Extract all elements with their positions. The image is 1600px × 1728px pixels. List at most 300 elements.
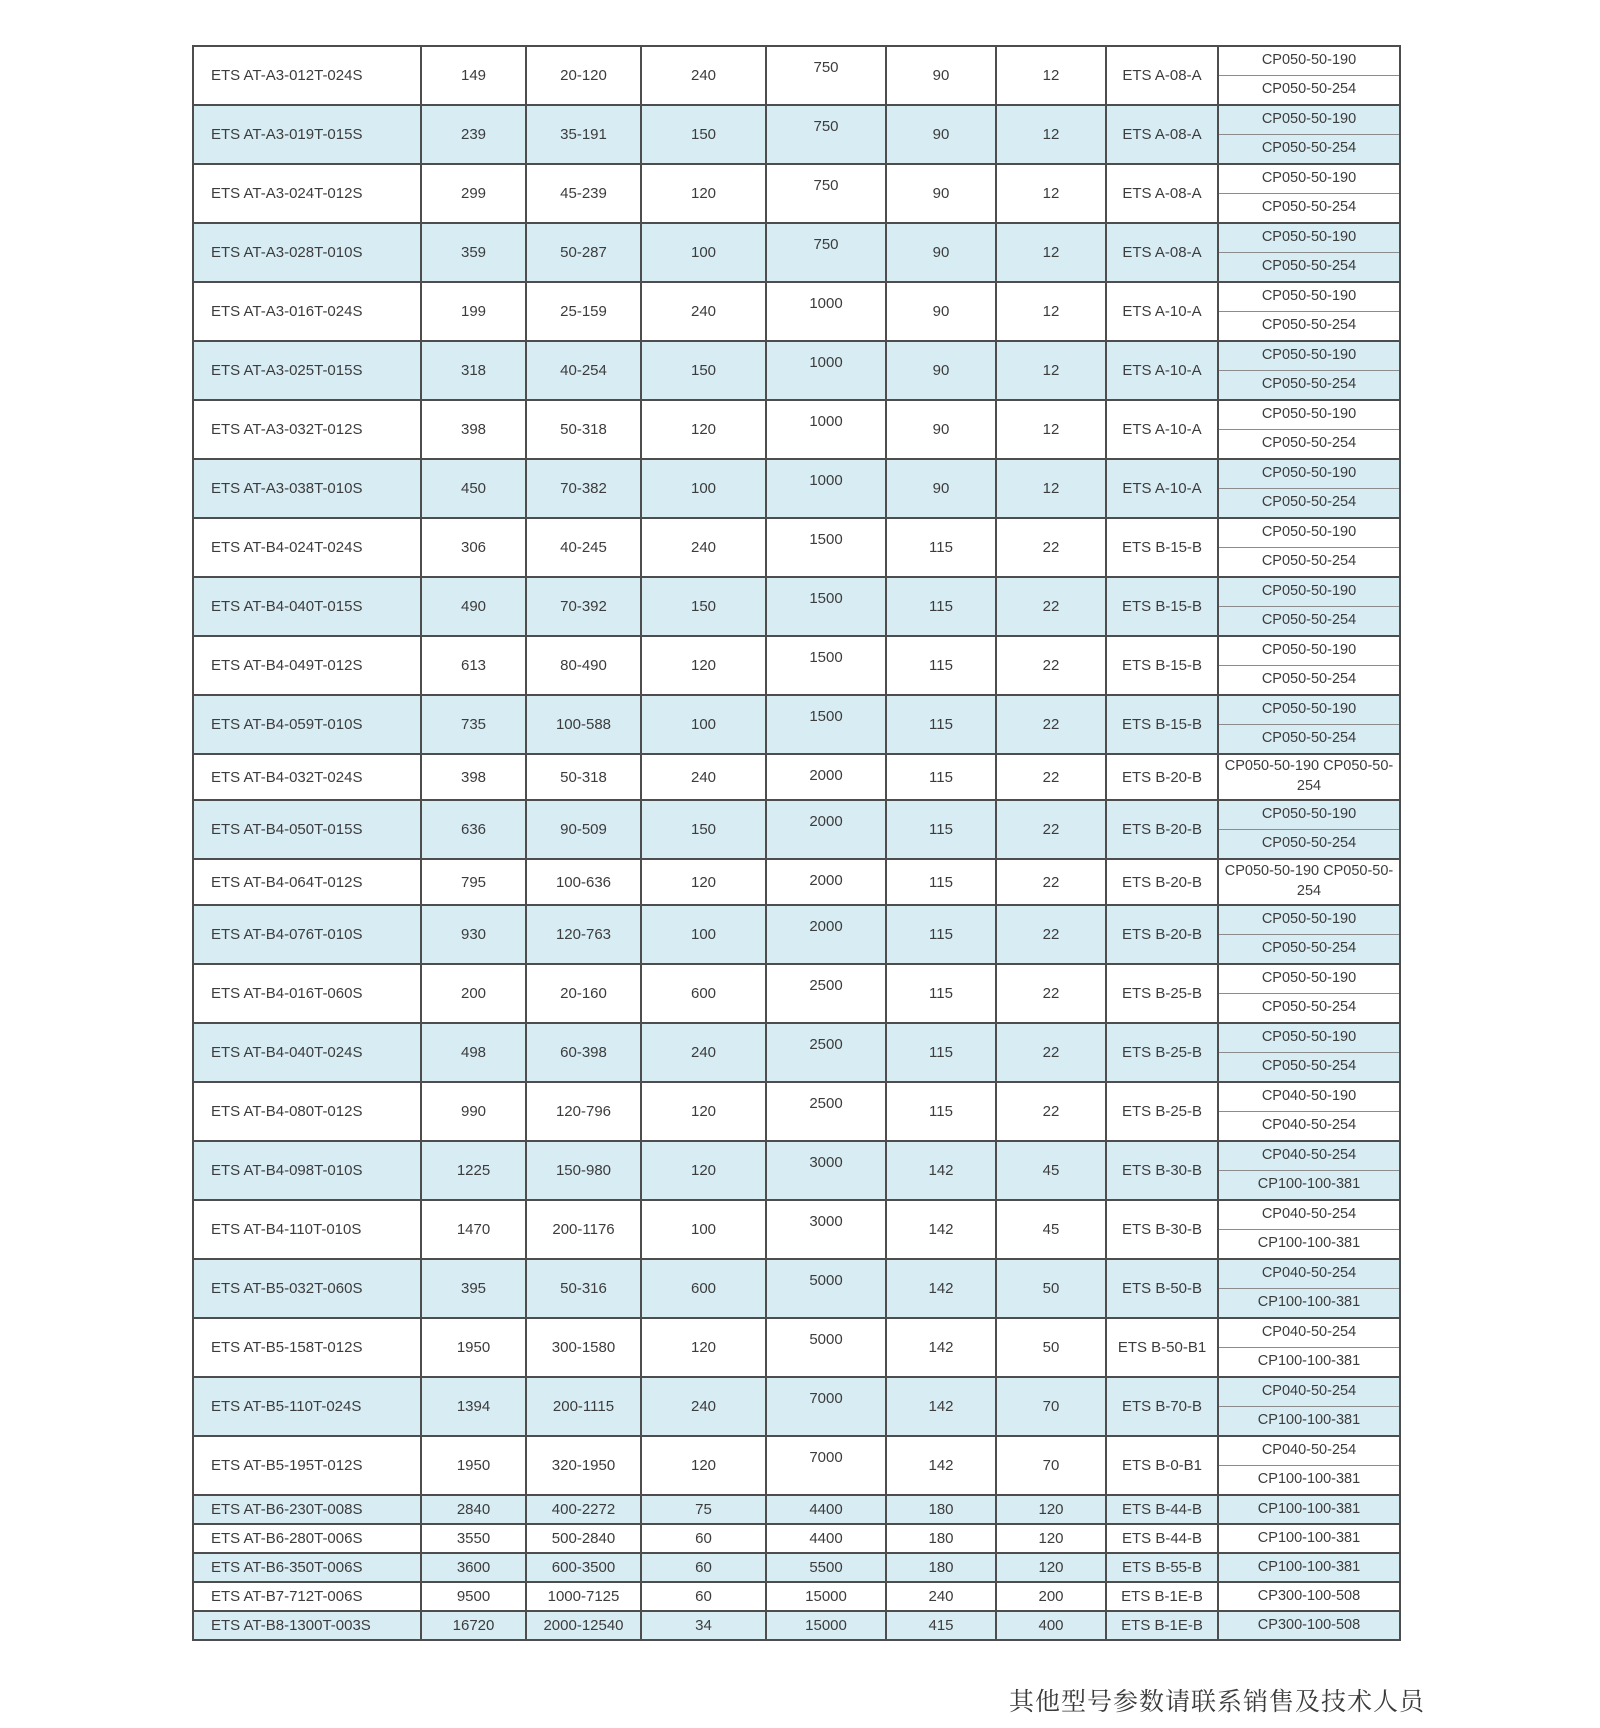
value-cell: 142 — [887, 1319, 997, 1376]
cp-cell — [1219, 1142, 1399, 1199]
value-cell: 299 — [422, 165, 527, 222]
cp-value: CP050-50-190 — [1261, 465, 1357, 482]
cp-cell — [1219, 755, 1399, 799]
value-cell: 120-763 — [527, 906, 642, 963]
cp-value: CP050-50-254 — [1219, 429, 1399, 458]
value-cell: 240 — [642, 283, 767, 340]
table-row — [194, 696, 1399, 755]
value-cell: 12 — [997, 401, 1107, 458]
cp-value: CP050-50-254 — [1219, 547, 1399, 576]
value-cell: 12 — [997, 47, 1107, 104]
value-cell: 498 — [422, 1024, 527, 1081]
value-cell: 990 — [422, 1083, 527, 1140]
value-cell: 90 — [887, 342, 997, 399]
value-cell: 750 — [767, 47, 887, 104]
value-cell: 45 — [997, 1201, 1107, 1258]
cp-value: CP300-100-508 — [1257, 1616, 1361, 1633]
table-row — [194, 1319, 1399, 1378]
model-cell: ETS AT-A3-016T-024S — [194, 283, 422, 340]
cp-value: CP040-50-254 — [1261, 1324, 1357, 1341]
value-cell: 22 — [997, 578, 1107, 635]
value-cell: 90 — [887, 401, 997, 458]
value-cell: 400 — [997, 1612, 1107, 1639]
value-cell: 1500 — [767, 637, 887, 694]
cp-cell — [1219, 906, 1399, 963]
table-row — [194, 224, 1399, 283]
value-cell: 60 — [642, 1583, 767, 1610]
cp-value: CP050-50-254 — [1219, 311, 1399, 340]
value-cell: 180 — [887, 1554, 997, 1581]
model-cell: ETS AT-A3-024T-012S — [194, 165, 422, 222]
value-cell: 150 — [642, 801, 767, 858]
value-cell: 120 — [997, 1554, 1107, 1581]
value-cell: 180 — [887, 1525, 997, 1552]
value-cell: 240 — [642, 519, 767, 576]
value-cell: 120 — [642, 1319, 767, 1376]
value-cell: 22 — [997, 1083, 1107, 1140]
table-row — [194, 755, 1399, 801]
value-cell: 930 — [422, 906, 527, 963]
value-cell: 2000 — [767, 860, 887, 904]
model-cell: ETS AT-A3-019T-015S — [194, 106, 422, 163]
value-cell: ETS B-20-B — [1107, 906, 1219, 963]
value-cell: 60 — [642, 1554, 767, 1581]
cp-value: CP100-100-381 — [1257, 1558, 1361, 1575]
value-cell: 150-980 — [527, 1142, 642, 1199]
value-cell: ETS B-0-B1 — [1107, 1437, 1219, 1494]
model-cell: ETS AT-A3-038T-010S — [194, 460, 422, 517]
cp-cell — [1219, 637, 1399, 694]
value-cell: 120 — [997, 1496, 1107, 1523]
value-cell: 50-318 — [527, 401, 642, 458]
model-cell: ETS AT-B6-230T-008S — [194, 1496, 422, 1523]
cp-value: CP100-100-381 — [1219, 1288, 1399, 1317]
value-cell: 16720 — [422, 1612, 527, 1639]
model-cell: ETS AT-B7-712T-006S — [194, 1583, 422, 1610]
table-row — [194, 47, 1399, 106]
value-cell: 1394 — [422, 1378, 527, 1435]
value-cell: 100-588 — [527, 696, 642, 753]
value-cell: ETS A-10-A — [1107, 401, 1219, 458]
value-cell: 45-239 — [527, 165, 642, 222]
model-cell: ETS AT-A3-012T-024S — [194, 47, 422, 104]
value-cell: 750 — [767, 106, 887, 163]
cp-value: CP050-50-254 — [1219, 606, 1399, 635]
value-cell: ETS B-44-B — [1107, 1496, 1219, 1523]
cp-value: CP050-50-190 — [1261, 583, 1357, 600]
cp-value: CP100-100-381 — [1257, 1500, 1361, 1517]
value-cell: 12 — [997, 165, 1107, 222]
table-row — [194, 965, 1399, 1024]
value-cell: 22 — [997, 801, 1107, 858]
value-cell: 40-254 — [527, 342, 642, 399]
cp-value: CP040-50-254 — [1261, 1206, 1357, 1223]
value-cell: 415 — [887, 1612, 997, 1639]
cp-cell — [1219, 1437, 1399, 1494]
cp-cell — [1219, 578, 1399, 635]
table-row — [194, 906, 1399, 965]
value-cell: 115 — [887, 578, 997, 635]
table-row — [194, 578, 1399, 637]
cp-value: CP050-50-254 — [1219, 1052, 1399, 1081]
value-cell: ETS A-10-A — [1107, 283, 1219, 340]
cp-value: CP040-50-254 — [1261, 1442, 1357, 1459]
value-cell: 795 — [422, 860, 527, 904]
table-row — [194, 460, 1399, 519]
value-cell: 120 — [997, 1525, 1107, 1552]
cp-cell — [1219, 1496, 1399, 1523]
value-cell: ETS B-15-B — [1107, 696, 1219, 753]
value-cell: 70 — [997, 1437, 1107, 1494]
value-cell: 142 — [887, 1378, 997, 1435]
value-cell: 115 — [887, 1024, 997, 1081]
value-cell: 3000 — [767, 1201, 887, 1258]
value-cell: 90 — [887, 224, 997, 281]
value-cell: 150 — [642, 578, 767, 635]
value-cell: ETS B-15-B — [1107, 637, 1219, 694]
model-cell: ETS AT-B5-158T-012S — [194, 1319, 422, 1376]
value-cell: 1225 — [422, 1142, 527, 1199]
value-cell: ETS B-55-B — [1107, 1554, 1219, 1581]
value-cell: 12 — [997, 106, 1107, 163]
value-cell: 2000 — [767, 801, 887, 858]
table-row — [194, 1612, 1399, 1639]
model-cell: ETS AT-B5-032T-060S — [194, 1260, 422, 1317]
value-cell: 600 — [642, 965, 767, 1022]
model-cell: ETS AT-B4-076T-010S — [194, 906, 422, 963]
value-cell: 1500 — [767, 696, 887, 753]
table-row — [194, 1142, 1399, 1201]
value-cell: 100 — [642, 224, 767, 281]
value-cell: 20-160 — [527, 965, 642, 1022]
value-cell: 613 — [422, 637, 527, 694]
value-cell: 2500 — [767, 965, 887, 1022]
cp-value: CP050-50-190 — [1261, 642, 1357, 659]
cp-cell — [1219, 1554, 1399, 1581]
value-cell: 142 — [887, 1260, 997, 1317]
value-cell: 2000 — [767, 755, 887, 799]
model-cell: ETS AT-B4-016T-060S — [194, 965, 422, 1022]
cp-cell — [1219, 801, 1399, 858]
table-row — [194, 342, 1399, 401]
model-cell: ETS AT-A3-032T-012S — [194, 401, 422, 458]
cp-value: CP050-50-254 — [1219, 193, 1399, 222]
value-cell: ETS B-25-B — [1107, 965, 1219, 1022]
value-cell: 200 — [422, 965, 527, 1022]
value-cell: 120 — [642, 401, 767, 458]
value-cell: ETS A-08-A — [1107, 106, 1219, 163]
value-cell: 3600 — [422, 1554, 527, 1581]
value-cell: 90 — [887, 460, 997, 517]
cp-value: CP100-100-381 — [1219, 1170, 1399, 1199]
model-cell: ETS AT-B4-040T-015S — [194, 578, 422, 635]
value-cell: 240 — [642, 755, 767, 799]
cp-value: CP040-50-254 — [1261, 1147, 1357, 1164]
value-cell: 12 — [997, 342, 1107, 399]
model-cell: ETS AT-B6-280T-006S — [194, 1525, 422, 1552]
value-cell: 2500 — [767, 1024, 887, 1081]
value-cell: 4400 — [767, 1496, 887, 1523]
model-cell: ETS AT-B8-1300T-003S — [194, 1612, 422, 1639]
cp-value: CP040-50-254 — [1261, 1265, 1357, 1282]
cp-value: CP050-50-190 — [1261, 347, 1357, 364]
cp-cell — [1219, 1612, 1399, 1639]
value-cell: 50-316 — [527, 1260, 642, 1317]
value-cell: 1950 — [422, 1437, 527, 1494]
value-cell: ETS A-10-A — [1107, 460, 1219, 517]
cp-cell — [1219, 1024, 1399, 1081]
value-cell: 40-245 — [527, 519, 642, 576]
value-cell: 306 — [422, 519, 527, 576]
value-cell: 142 — [887, 1142, 997, 1199]
value-cell: ETS B-1E-B — [1107, 1583, 1219, 1610]
model-cell: ETS AT-B5-110T-024S — [194, 1378, 422, 1435]
value-cell: 150 — [642, 342, 767, 399]
value-cell: 22 — [997, 965, 1107, 1022]
value-cell: 22 — [997, 519, 1107, 576]
cp-value: CP050-50-190 CP050-50-254 — [1224, 758, 1394, 794]
model-cell: ETS AT-B4-024T-024S — [194, 519, 422, 576]
value-cell: 100 — [642, 906, 767, 963]
cp-value: CP100-100-381 — [1219, 1406, 1399, 1435]
cp-value: CP050-50-190 — [1261, 406, 1357, 423]
value-cell: 115 — [887, 637, 997, 694]
value-cell: 200-1115 — [527, 1378, 642, 1435]
value-cell: 450 — [422, 460, 527, 517]
model-cell: ETS AT-B6-350T-006S — [194, 1554, 422, 1581]
value-cell: 120 — [642, 1437, 767, 1494]
cp-cell — [1219, 401, 1399, 458]
cp-value: CP040-50-190 — [1261, 1088, 1357, 1105]
value-cell: 100-636 — [527, 860, 642, 904]
value-cell: 318 — [422, 342, 527, 399]
cp-value: CP050-50-190 — [1261, 806, 1357, 823]
value-cell: 320-1950 — [527, 1437, 642, 1494]
value-cell: 239 — [422, 106, 527, 163]
value-cell: ETS B-1E-B — [1107, 1612, 1219, 1639]
model-cell: ETS AT-B4-059T-010S — [194, 696, 422, 753]
value-cell: 398 — [422, 401, 527, 458]
value-cell: 100 — [642, 696, 767, 753]
cp-value: CP050-50-254 — [1219, 134, 1399, 163]
value-cell: 1000-7125 — [527, 1583, 642, 1610]
value-cell: 120 — [642, 165, 767, 222]
cp-value: CP050-50-190 — [1261, 229, 1357, 246]
value-cell: 142 — [887, 1201, 997, 1258]
value-cell: 50-318 — [527, 755, 642, 799]
value-cell: 1000 — [767, 460, 887, 517]
value-cell: 115 — [887, 755, 997, 799]
cp-cell — [1219, 283, 1399, 340]
value-cell: ETS B-30-B — [1107, 1201, 1219, 1258]
table-row — [194, 1201, 1399, 1260]
table-row — [194, 519, 1399, 578]
cp-value: CP050-50-254 — [1219, 829, 1399, 858]
table-row — [194, 283, 1399, 342]
model-cell: ETS AT-B4-040T-024S — [194, 1024, 422, 1081]
value-cell: 3000 — [767, 1142, 887, 1199]
value-cell: ETS B-50-B1 — [1107, 1319, 1219, 1376]
value-cell: 199 — [422, 283, 527, 340]
value-cell: ETS B-70-B — [1107, 1378, 1219, 1435]
value-cell: 22 — [997, 696, 1107, 753]
value-cell: 60 — [642, 1525, 767, 1552]
value-cell: 735 — [422, 696, 527, 753]
model-cell: ETS AT-B4-032T-024S — [194, 755, 422, 799]
table-row — [194, 1378, 1399, 1437]
value-cell: 22 — [997, 1024, 1107, 1081]
value-cell: 100 — [642, 460, 767, 517]
cp-cell — [1219, 1319, 1399, 1376]
cp-cell — [1219, 519, 1399, 576]
value-cell: 398 — [422, 755, 527, 799]
cp-value: CP050-50-254 — [1219, 993, 1399, 1022]
value-cell: 120 — [642, 637, 767, 694]
value-cell: 4400 — [767, 1525, 887, 1552]
value-cell: ETS B-44-B — [1107, 1525, 1219, 1552]
value-cell: 70 — [997, 1378, 1107, 1435]
footer-note: 其他型号参数请联系销售及技术人员 — [1008, 1688, 1425, 1716]
value-cell: 50 — [997, 1319, 1107, 1376]
cp-value: CP050-50-254 — [1219, 75, 1399, 104]
value-cell: ETS A-08-A — [1107, 165, 1219, 222]
table-row — [194, 1083, 1399, 1142]
value-cell: 9500 — [422, 1583, 527, 1610]
value-cell: 5000 — [767, 1319, 887, 1376]
value-cell: 240 — [642, 47, 767, 104]
cp-value: CP050-50-190 — [1261, 52, 1357, 69]
value-cell: 50 — [997, 1260, 1107, 1317]
cp-value: CP300-100-508 — [1257, 1587, 1361, 1604]
value-cell: 750 — [767, 224, 887, 281]
table-row — [194, 401, 1399, 460]
value-cell: 12 — [997, 283, 1107, 340]
cp-value: CP050-50-254 — [1219, 370, 1399, 399]
value-cell: 100 — [642, 1201, 767, 1258]
cp-value: CP050-50-190 — [1261, 1029, 1357, 1046]
value-cell: 90 — [887, 165, 997, 222]
value-cell: 490 — [422, 578, 527, 635]
value-cell: 1500 — [767, 519, 887, 576]
value-cell: 400-2272 — [527, 1496, 642, 1523]
value-cell: 7000 — [767, 1437, 887, 1494]
model-cell: ETS AT-B4-110T-010S — [194, 1201, 422, 1258]
value-cell: 22 — [997, 860, 1107, 904]
cp-cell — [1219, 1378, 1399, 1435]
cp-cell — [1219, 696, 1399, 753]
value-cell: 600 — [642, 1260, 767, 1317]
value-cell: 1000 — [767, 342, 887, 399]
table-row — [194, 106, 1399, 165]
value-cell: 180 — [887, 1496, 997, 1523]
value-cell: 12 — [997, 224, 1107, 281]
value-cell: 1470 — [422, 1201, 527, 1258]
value-cell: 115 — [887, 1083, 997, 1140]
cp-cell — [1219, 106, 1399, 163]
value-cell: 34 — [642, 1612, 767, 1639]
cp-cell — [1219, 460, 1399, 517]
cp-cell — [1219, 224, 1399, 281]
value-cell: 200-1176 — [527, 1201, 642, 1258]
value-cell: 2500 — [767, 1083, 887, 1140]
cp-cell — [1219, 165, 1399, 222]
value-cell: 2000 — [767, 906, 887, 963]
value-cell: 240 — [642, 1024, 767, 1081]
cp-value: CP050-50-254 — [1219, 252, 1399, 281]
table-row — [194, 165, 1399, 224]
value-cell: 115 — [887, 860, 997, 904]
value-cell: 7000 — [767, 1378, 887, 1435]
cp-cell — [1219, 965, 1399, 1022]
table-row — [194, 1525, 1399, 1554]
table-row — [194, 860, 1399, 906]
table-row — [194, 1024, 1399, 1083]
cp-cell — [1219, 342, 1399, 399]
value-cell: ETS B-50-B — [1107, 1260, 1219, 1317]
model-cell: ETS AT-B4-049T-012S — [194, 637, 422, 694]
cp-cell — [1219, 1583, 1399, 1610]
value-cell: 395 — [422, 1260, 527, 1317]
table-row — [194, 1437, 1399, 1496]
table-row — [194, 637, 1399, 696]
value-cell: 300-1580 — [527, 1319, 642, 1376]
value-cell: ETS B-25-B — [1107, 1083, 1219, 1140]
value-cell: 22 — [997, 755, 1107, 799]
value-cell: 70-382 — [527, 460, 642, 517]
cp-value: CP100-100-381 — [1257, 1529, 1361, 1546]
cp-value: CP050-50-190 — [1261, 970, 1357, 987]
value-cell: 240 — [642, 1378, 767, 1435]
cp-cell — [1219, 1525, 1399, 1552]
value-cell: 636 — [422, 801, 527, 858]
value-cell: 240 — [887, 1583, 997, 1610]
value-cell: ETS B-20-B — [1107, 755, 1219, 799]
value-cell: 75 — [642, 1496, 767, 1523]
table-row — [194, 1554, 1399, 1583]
spec-table — [192, 45, 1401, 1641]
cp-value: CP050-50-254 — [1219, 724, 1399, 753]
value-cell: 1950 — [422, 1319, 527, 1376]
value-cell: 90-509 — [527, 801, 642, 858]
model-cell: ETS AT-A3-028T-010S — [194, 224, 422, 281]
cp-cell — [1219, 860, 1399, 904]
value-cell: 149 — [422, 47, 527, 104]
table-row — [194, 801, 1399, 860]
cp-value: CP050-50-254 — [1219, 665, 1399, 694]
value-cell: 2000-12540 — [527, 1612, 642, 1639]
table-row — [194, 1583, 1399, 1612]
model-cell: ETS AT-B4-080T-012S — [194, 1083, 422, 1140]
cp-value: CP100-100-381 — [1219, 1465, 1399, 1494]
value-cell: 3550 — [422, 1525, 527, 1552]
value-cell: 1500 — [767, 578, 887, 635]
cp-value: CP050-50-190 — [1261, 111, 1357, 128]
cp-cell — [1219, 1260, 1399, 1317]
cp-value: CP050-50-254 — [1219, 934, 1399, 963]
value-cell: 60-398 — [527, 1024, 642, 1081]
value-cell: 20-120 — [527, 47, 642, 104]
cp-value: CP100-100-381 — [1219, 1347, 1399, 1376]
value-cell: 50-287 — [527, 224, 642, 281]
value-cell: 600-3500 — [527, 1554, 642, 1581]
model-cell: ETS AT-B4-098T-010S — [194, 1142, 422, 1199]
value-cell: 359 — [422, 224, 527, 281]
value-cell: 200 — [997, 1583, 1107, 1610]
value-cell: 120-796 — [527, 1083, 642, 1140]
cp-value: CP040-50-254 — [1219, 1111, 1399, 1140]
cp-cell — [1219, 1201, 1399, 1258]
value-cell: 90 — [887, 283, 997, 340]
